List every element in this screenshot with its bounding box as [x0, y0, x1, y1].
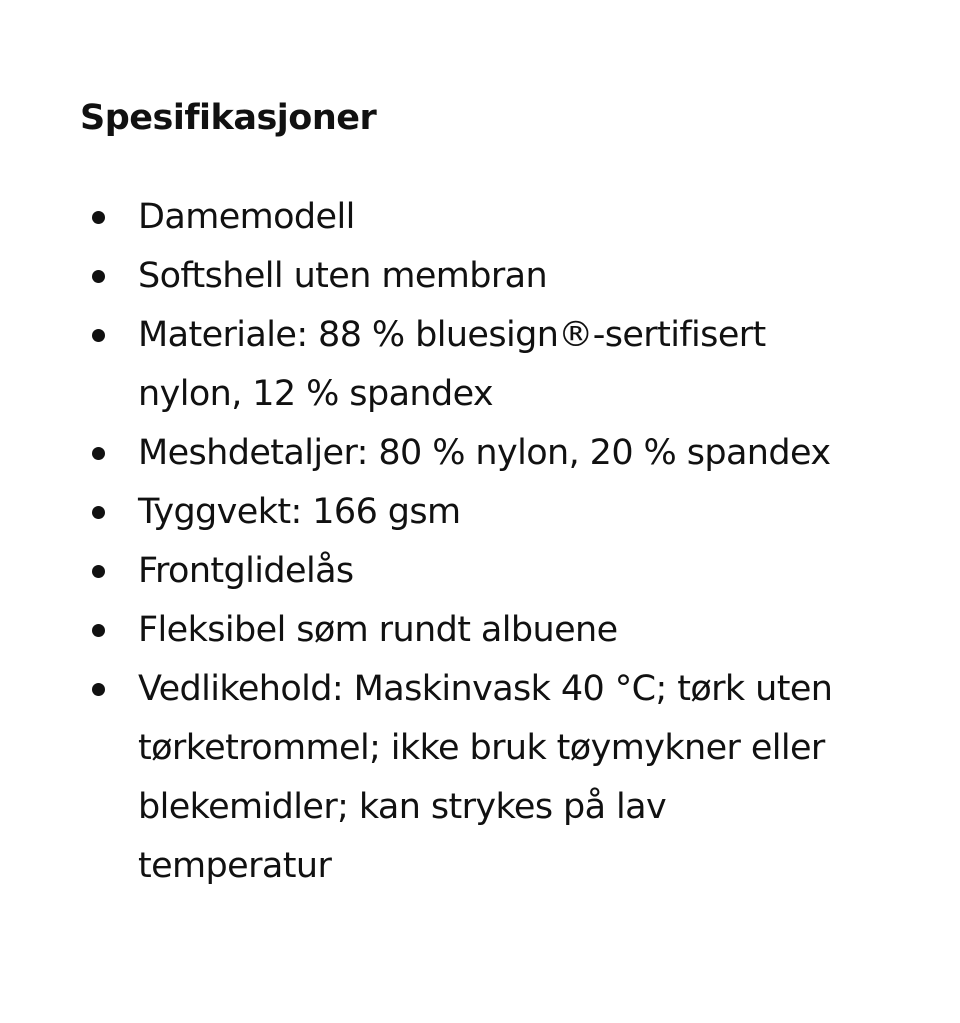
specifications-section: [80, 94, 900, 886]
spec-item-fabric-weight: [80, 483, 840, 542]
bullet-icon: [92, 624, 105, 637]
spec-item-mesh-details: [80, 424, 840, 483]
spec-item-text: Tyggvekt: 166 gsm: [138, 492, 461, 532]
spec-item-text: Meshdetaljer: 80 % nylon, 20 % spandex: [138, 433, 831, 473]
spec-item-text: Vedlikehold: Maskinvask 40 °C; tørk uten tørketrommel; ikke bruk tøymykner eller blekemidler; kan strykes på lav temperatur: [138, 669, 833, 886]
bullet-icon: [92, 270, 105, 283]
bullet-icon: [92, 683, 105, 696]
spec-item-text: Materiale: 88 % bluesign®-sertifisert nylon, 12 % spandex: [138, 315, 766, 414]
section-heading: Spesifikasjoner: [80, 98, 377, 138]
bullet-icon: [92, 506, 105, 519]
spec-item-flexible-seam: [80, 601, 840, 660]
spec-item-softshell: [80, 247, 840, 306]
spec-item-text: Softshell uten membran: [138, 256, 548, 296]
spec-item-text: Frontglidelås: [138, 551, 354, 591]
bullet-icon: [92, 329, 105, 342]
spec-item-text: Fleksibel søm rundt albuene: [138, 610, 618, 650]
spec-item-model: [80, 188, 840, 247]
spec-item-material: [80, 306, 840, 424]
spec-item-text: Damemodell: [138, 197, 355, 237]
spec-item-front-zip: [80, 542, 840, 601]
bullet-icon: [92, 211, 105, 224]
spec-item-care: [80, 660, 840, 896]
bullet-icon: [92, 565, 105, 578]
bullet-icon: [92, 447, 105, 460]
specifications-list: [80, 188, 840, 896]
